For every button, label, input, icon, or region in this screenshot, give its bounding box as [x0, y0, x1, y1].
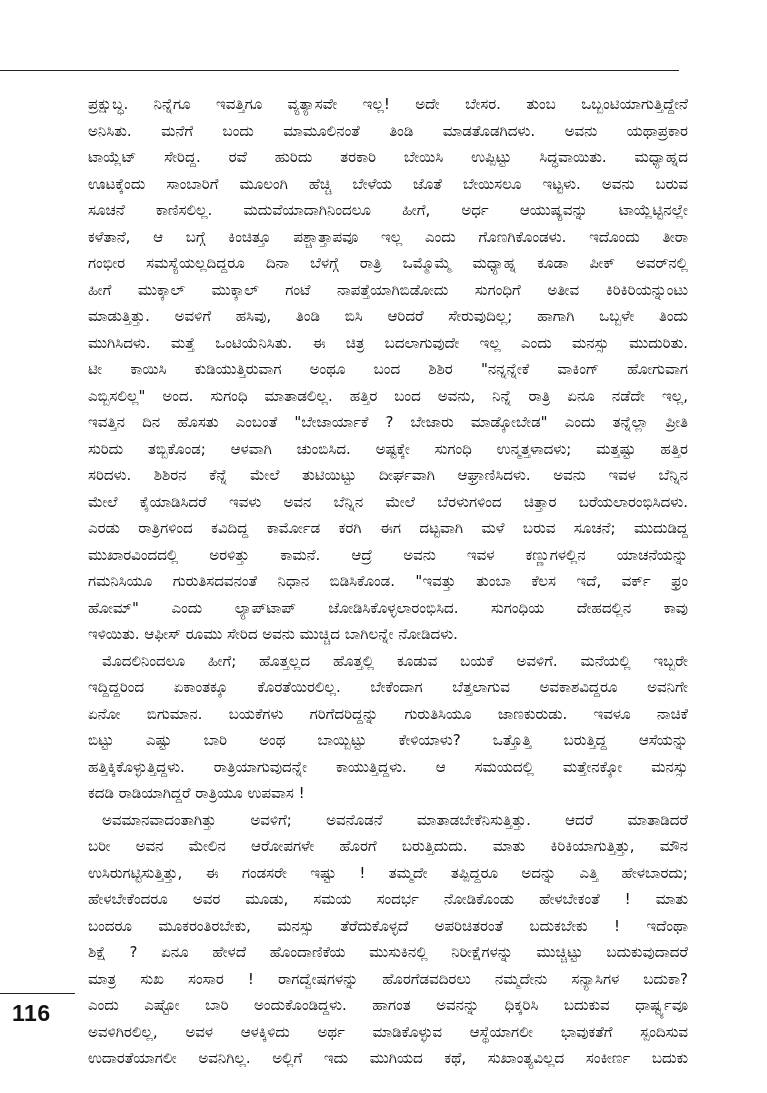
page-number: 116: [12, 1000, 51, 1026]
text-line: ಅನಿಸಿತು. ಮನೆಗೆ ಬಂದು ಮಾಮೂಲಿನಂತೆ ತಿಂಡಿ ಮಾಡತೊಡಗಿದಳು. ಅವನು ಯಥಾಪ್ರಕಾರ: [88, 121, 688, 140]
text-line: ಟೀ ಕಾಯಿಸಿ ಕುಡಿಯುತ್ತಿರುವಾಗ ಅಂಥೂ ಬಂದ ಶಿಶಿರ "ನನ್ನನ್ನೇಕೆ ವಾಕಿಂಗ್ ಹೋಗುವಾಗ: [88, 360, 688, 378]
text-line: ಸರಿದಳು. ಶಿಶಿರನ ಕೆನ್ನೆ ಮೇಲೆ ತುಟಿಯಿಟ್ಟು ದೀರ್ಘವಾಗಿ ಆಘ್ರಾಣಿಸಿದಳು. ಅವನು ಇವಳ ಬೆನ್ನಿನ: [88, 466, 688, 484]
header-rule: [0, 70, 679, 71]
text-line: ಅವಳಿಗಿರಲಿಲ್ಲ, ಅವಳ ಆಳಕ್ಕಿಳಿದು ಅರ್ಥ ಮಾಡಿಕೊಳ್ಳುವ ಆಸ್ಥೆಯಾಗಲೀ ಭಾವುಕತೆಗೆ ಸ್ಪಂದಿಸುವ: [88, 1022, 688, 1041]
text-line: ಎಬ್ಬಿಸಲಿಲ್ಲ" ಅಂದ. ಸುಗಂಧಿ ಮಾತಾಡಲಿಲ್ಲ. ಹತ್ತಿರ ಬಂದ ಅವನು, ನಿನ್ನೆ ರಾತ್ರಿ ಏನೂ ನಡೆದೇ ಇಲ್ಲ,: [88, 386, 688, 405]
paragraph: [88, 91, 688, 648]
text-line: ಇವತ್ತಿನ ದಿನ ಹೊಸತು ಎಂಬಂತೆ "ಬೇಜಾರ್ಯಾಕೆ ? ಬೇಜಾರು ಮಾಡ್ಕೋಬೇಡ" ಎಂದು ತನ್ನೆಲ್ಲಾ ಪ್ರೀತಿ: [88, 413, 688, 431]
text-line: ಎರಡು ರಾತ್ರಿಗಳಿಂದ ಕವಿದಿದ್ದ ಕಾರ್ಮೋಡ ಕರಗಿ ಈಗ ದಟ್ಟವಾಗಿ ಮಳೆ ಬರುವ ಸೂಚನೆ; ಮುದುಡಿದ್ದ: [88, 519, 688, 537]
text-line: ಶಿಕ್ಷೆ ? ಏನೂ ಹೇಳದೆ ಹೊಂದಾಣಿಕೆಯ ಮುಸುಕಿನಲ್ಲಿ ನಿರೀಕ್ಷೆಗಳನ್ನು ಮುಚ್ಚಿಟ್ಟು ಬದುಕುವುದಾದರೆ: [88, 943, 688, 961]
text-line: ಸೂಚನೆ ಕಾಣಿಸಲಿಲ್ಲ. ಮದುವೆಯಾದಾಗಿನಿಂದಲೂ ಹೀಗೆ, ಅರ್ಧ ಆಯುಷ್ಯವನ್ನು ಟಾಯ್ಲೆಟ್ಟಿನಲ್ಲೇ: [88, 201, 688, 219]
text-line: ಟಾಯ್ಲೆಟ್ ಸೇರಿದ್ದ. ರವೆ ಹುರಿದು ತರಕಾರಿ ಬೇಯಿಸಿ ಉಪ್ಪಿಟ್ಟು ಸಿದ್ಧವಾಯಿತು. ಮಧ್ಯಾಹ್ನದ: [88, 148, 688, 166]
text-line: ಇದ್ದಿದ್ದರಿಂದ ಏಕಾಂತಕ್ಕೂ ಕೊರತೆಯಿರಲಿಲ್ಲ. ಬೇಕೆಂದಾಗ ಬೆತ್ತಲಾಗುವ ಅವಕಾಶವಿದ್ದರೂ ಅವನಿಗೇ: [88, 678, 688, 696]
text-line: ಗಂಭೀರ ಸಮಸ್ಯೆಯಲ್ಲದಿದ್ದರೂ ದಿನಾ ಬೆಳಗ್ಗೆ ರಾತ್ರಿ ಒಮ್ಮೊಮ್ಮೆ ಮಧ್ಯಾಹ್ನ ಕೂಡಾ ಪೀಕ್ ಅವರ್‌ನಲ್ಲಿ: [88, 254, 688, 272]
text-line: ಏನೋ ಬಿಗುಮಾನ. ಬಯಕೆಗಳು ಗರಿಗೆದರಿದ್ದನ್ನು ಗುರುತಿಸಿಯೂ ಜಾಣಕುರುಡು. ಇವಳೂ ನಾಚಿಕೆ: [88, 704, 688, 723]
text-line: ಮುಗಿಸಿದಳು. ಮತ್ತೆ ಒಂಟಿಯೆನಿಸಿತು. ಈ ಚಿತ್ರ ಬದಲಾಗುವುದೇ ಇಲ್ಲ ಎಂದು ಮನಸ್ಸು ಮುದುರಿತು.: [88, 333, 688, 352]
text-line: ಉಸಿರುಗಟ್ಟಿಸುತ್ತಿತ್ತು, ಈ ಗಂಡಸರೇ ಇಷ್ಟು ! ತಮ್ಮದೇ ತಪ್ಪಿದ್ದರೂ ಅದನ್ನು ಎತ್ತಿ ಹೇಳಬಾರದು;: [88, 863, 688, 882]
paragraph: [88, 648, 688, 807]
text-line: ಹತ್ತಿಕ್ಕಿಕೊಳ್ಳುತ್ತಿದ್ದಳು. ರಾತ್ರಿಯಾಗುವುದನ್ನೇ ಕಾಯುತ್ತಿದ್ದಳು. ಆ ಸಮಯದಲ್ಲಿ ಮತ್ತೇನಕ್ಕೋ ಮನಸ್ಸು: [88, 757, 688, 776]
text-line: ಪ್ರಕ್ಷುಬ್ಧ. ನಿನ್ನೆಗೂ ಇವತ್ತಿಗೂ ವ್ಯತ್ಯಾಸವೇ ಇಲ್ಲ! ಅದೇ ಬೇಸರ. ತುಂಬ ಒಬ್ಬಂಟಿಯಾಗುತ್ತಿದ್ದೇನೆ: [88, 95, 688, 113]
text-line: ಹೇಳಬೇಕೆಂದರೂ ಅವರ ಮೂಡು, ಸಮಯ ಸಂದರ್ಭ ನೋಡಿಕೊಂಡು ಹೇಳಬೇಕಂತೆ ! ಮಾತು: [88, 890, 688, 908]
text-line: ಕದಡಿ ರಾಡಿಯಾಗಿದ್ದರೆ ರಾತ್ರಿಯೂ ಉಪವಾಸ !: [88, 784, 305, 802]
text-line: ಅವಮಾನವಾದಂತಾಗಿತ್ತು ಅವಳಿಗೆ; ಅವನೊಡನೆ ಮಾತಾಡಬೇಕೆನಿಸುತ್ತಿತ್ತು. ಆದರೆ ಮಾತಾಡಿದರೆ: [102, 810, 688, 829]
text-line: ಮಾತ್ರ ಸುಖ ಸಂಸಾರ ! ರಾಗದ್ವೇಷಗಳನ್ನು ಹೊರಗೆಡವದಿರಲು ನಮ್ಮದೇನು ಸನ್ಯಾಸಿಗಳ ಬದುಕಾ?: [88, 969, 688, 988]
text-line: ಇಳಿಯಿತು. ಆಫೀಸ್ ರೂಮು ಸೇರಿದ ಅವನು ಮುಚ್ಚಿದ ಬಾಗಿಲನ್ನೇ ನೋಡಿದಳು.: [88, 625, 458, 643]
text-line: ಹೀಗೆ ಮುಕ್ಕಾಲ್ ಮುಕ್ಕಾಲ್ ಗಂಟೆ ನಾಪತ್ತೆಯಾಗಿಬಿಡೋದು ಸುಗಂಧಿಗೆ ಅತೀವ ಕಿರಿಕಿರಿಯನ್ನುಂಟು: [88, 280, 688, 299]
footer-rule: [0, 993, 75, 994]
text-line: ಹೋಮ್" ಎಂದು ಲ್ಯಾಪ್‌ಟಾಪ್ ಜೋಡಿಸಿಕೊಳ್ಳಲಾರಂಭಿಸಿದ. ಸುಗಂಧಿಯ ದೇಹದಲ್ಲಿನ ಕಾವು: [88, 598, 688, 617]
text-line: ಮಾಡುತ್ತಿತ್ತು. ಅವಳಿಗೆ ಹಸಿವು, ತಿಂಡಿ ಬಿಸಿ ಆರಿದರೆ ಸೇರುವುದಿಲ್ಲ; ಹಾಗಾಗಿ ಒಬ್ಬಳೇ ತಿಂದು: [88, 307, 688, 325]
paragraph: [88, 807, 688, 1072]
text-line: ಮುಖಾರವಿಂದದಲ್ಲಿ ಅರಳಿತ್ತು ಕಾಮನೆ. ಆದ್ರೆ ಅವನು ಇವಳ ಕಣ್ಣುಗಳಲ್ಲಿನ ಯಾಚನೆಯನ್ನು: [88, 545, 688, 564]
text-line: ಮೇಲೆ ಕೈಯಾಡಿಸಿದರೆ ಇವಳು ಅವನ ಬೆನ್ನಿನ ಮೇಲೆ ಬೆರಳುಗಳಿಂದ ಚಿತ್ತಾರ ಬರೆಯಲಾರಂಭಿಸಿದಳು.: [88, 492, 688, 511]
text-line: ಉದಾರತೆಯಾಗಲೀ ಅವನಿಗಿಲ್ಲ. ಅಲ್ಲಿಗೆ ಇದು ಮುಗಿಯದ ಕಥೆ, ಸುಖಾಂತ್ಯವಿಲ್ಲದ ಸಂಕೀರ್ಣ ಬದುಕು: [88, 1049, 688, 1067]
text-line: ಬರೀ ಅವನ ಮೇಲಿನ ಆರೋಪಗಳೇ ಹೊರಗೆ ಬರುತ್ತಿದುದು. ಮಾತು ಕಿರಿಕಿಯಾಗುತ್ತಿತ್ತು, ಮೌನ: [88, 837, 688, 855]
text-line: ಬಂದರೂ ಮೂಕರಂತಿರಬೇಕು, ಮನಸ್ಸು ತೆರೆದುಕೊಳ್ಳದೆ ಅಪರಿಚಿತರಂತೆ ಬದುಕಬೇಕು ! ಇದೆಂಥಾ: [88, 916, 688, 935]
text-line: ಊಟಕ್ಕೆಂದು ಸಾಂಬಾರಿಗೆ ಮೂಲಂಗಿ ಹೆಚ್ಚಿ ಬೇಳೆಯ ಜೊತೆ ಬೇಯಿಸಲೂ ಇಟ್ಟಳು. ಅವನು ಬರುವ: [88, 174, 688, 193]
body-text: [88, 91, 688, 1072]
text-line: ಗಮನಿಸಿಯೂ ಗುರುತಿಸದವನಂತೆ ನಿಧಾನ ಬಿಡಿಸಿಕೊಂಡ. "ಇವತ್ತು ತುಂಬಾ ಕೆಲಸ ಇದೆ, ವರ್ಕ್ ಫ್ರಂ: [88, 572, 688, 590]
text-line: ಸುರಿದು ತಬ್ಬಿಕೊಂಡ; ಆಳವಾಗಿ ಚುಂಬಿಸಿದ. ಅಷ್ಟಕ್ಕೇ ಸುಗಂಧಿ ಉನ್ಮತ್ತಳಾದಳು; ಮತ್ತಷ್ಟು ಹತ್ತಿರ: [88, 439, 688, 458]
text-line: ಎಂದು ಎಷ್ಟೋ ಬಾರಿ ಅಂದುಕೊಂಡಿದ್ದಳು. ಹಾಗಂತ ಅವನನ್ನು ಧಿಕ್ಕರಿಸಿ ಬದುಕುವ ಧಾರ್ಷ್ಟ್ಯವೂ: [88, 996, 688, 1014]
text-line: ಕಳೆತಾನೆ, ಆ ಬಗ್ಗೆ ಕಿಂಚಿತ್ತೂ ಪಶ್ಚಾತ್ತಾಪವೂ ಇಲ್ಲ ಎಂದು ಗೊಣಗಿಕೊಂಡಳು. ಇದೊಂದು ತೀರಾ: [88, 227, 688, 246]
text-line: ಮೊದಲಿನಿಂದಲೂ ಹೀಗೆ; ಹೊತ್ತಲ್ಲದ ಹೊತ್ತಲ್ಲಿ ಕೂಡುವ ಬಯಕೆ ಅವಳಿಗೆ. ಮನೆಯಲ್ಲಿ ಇಬ್ಬರೇ: [102, 651, 688, 670]
text-line: ಬಿಟ್ಟು ಎಷ್ಟು ಬಾರಿ ಅಂಥ ಬಾಯ್ಬಿಟ್ಟು ಕೇಳಿಯಾಳು? ಒತ್ತೊತ್ತಿ ಬರುತ್ತಿದ್ದ ಆಸೆಯನ್ನು: [88, 731, 688, 749]
